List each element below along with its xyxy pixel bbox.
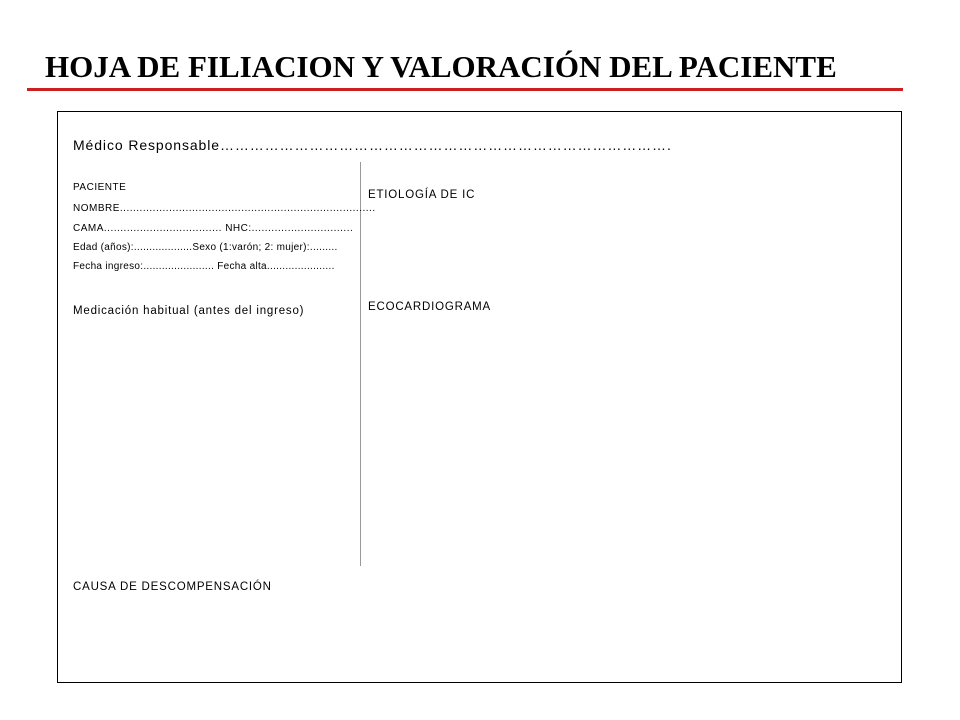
title-underline — [27, 88, 903, 91]
edad-sexo-field[interactable]: Edad (años):...................Sexo (1:varón; 2: mujer):......... — [73, 242, 338, 253]
causa-descompensacion-heading: CAUSA DE DESCOMPENSACIÓN — [73, 581, 272, 593]
column-divider — [360, 162, 361, 566]
nombre-field[interactable]: NOMBRE.............................................................................. — [73, 203, 376, 214]
page-title: HOJA DE FILIACION Y VALORACIÓN DEL PACIENTE — [45, 49, 837, 84]
medico-responsable-field[interactable]: Médico Responsable………………………………………………………………………………. — [73, 137, 672, 153]
ecocardiograma-heading: ECOCARDIOGRAMA — [368, 301, 492, 313]
medicacion-heading: Medicación habitual (antes del ingreso) — [73, 305, 305, 317]
cama-nhc-field[interactable]: CAMA.................................... NHC:............................... — [73, 223, 354, 234]
fechas-field[interactable]: Fecha ingreso:....................... Fecha alta...................... — [73, 261, 335, 272]
paciente-heading: PACIENTE — [73, 182, 127, 193]
etiologia-heading: ETIOLOGÍA DE IC — [368, 189, 476, 201]
form-frame — [57, 111, 902, 683]
